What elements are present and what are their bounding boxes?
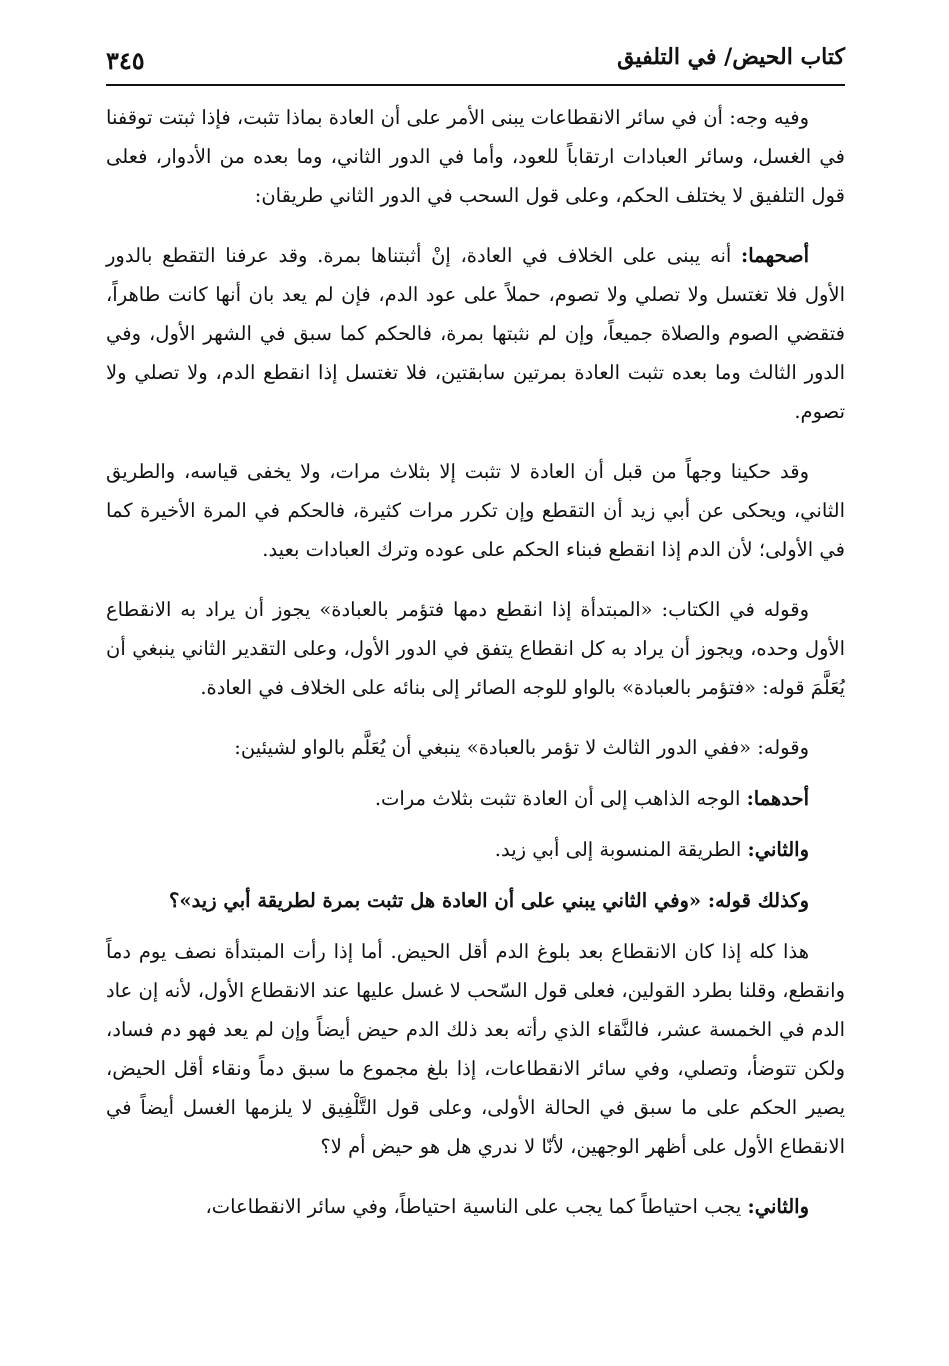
paragraph-text: وكذلك قوله: «وفي الثاني يبني على أن العادة هل تثبت بمرة لطريقة أبي زيد»؟ (169, 889, 809, 912)
paragraph-lead: والثاني: (747, 1195, 809, 1218)
paragraph-lead: والثاني: (747, 838, 809, 861)
paragraph-lead: أصحهما: (741, 244, 810, 267)
page-number: ٣٤٥ (106, 46, 145, 75)
paragraph-text: الوجه الذاهب إلى أن العادة تثبت بثلاث مرات. (374, 787, 741, 810)
paragraph-text: أنه يبنى على الخلاف في العادة، إنْ أثبتناها بمرة. وقد عرفنا التقطع بالدور الأول فلا تغتسل ولا تصلي ولا تصوم، حملاً على عود الدم، فإن لم يعد بان أنها كانت طاهراً، فتقضي الصوم والصلاة جميعاً، وإن لم نثبتها بمرة، فالحكم كما سبق في الشهر الأول، وفي الدور الثالث وما بعده تثبت العادة بمرتين سابقتين، فلا تغتسل إذا انقطع الدم، ولا تصلي ولا تصوم. (106, 244, 845, 423)
paragraph-text: الطريقة المنسوبة إلى أبي زيد. (494, 838, 742, 861)
paragraph (106, 881, 845, 920)
paragraph-lead: أحدهما: (746, 787, 809, 810)
paragraph (106, 236, 845, 431)
paragraph (106, 728, 845, 767)
paragraph (106, 830, 845, 869)
paragraph (106, 779, 845, 818)
page-header (106, 34, 845, 86)
paragraph (106, 590, 845, 707)
page-body (106, 98, 845, 1247)
running-title: كتاب الحيض/ في التلفيق (617, 44, 845, 70)
paragraph (106, 1187, 845, 1226)
paragraph-text: وقوله: «ففي الدور الثالث لا تؤمر بالعبادة» ينبغي أن يُعَلَّم بالواو لشيئين: (234, 736, 809, 759)
paragraph-text: وقوله في الكتاب: «المبتدأة إذا انقطع دمها فتؤمر بالعبادة» يجوز أن يراد به الانقطاع الأول وحده، ويجوز أن يراد به كل انقطاع يتفق في الدور الأول، وعلى التقدير الثاني ينبغي أن يُعَلَّمَ قوله: «فتؤمر بالعبادة» بالواو للوجه الصائر إلى بنائه على الخلاف في العادة. (106, 598, 845, 699)
paragraph-text: يجب احتياطاً كما يجب على الناسية احتياطاً، وفي سائر الانقطاعات، (205, 1195, 742, 1218)
paragraph (106, 452, 845, 569)
paragraph (106, 932, 845, 1166)
paragraph-text: هذا كله إذا كان الانقطاع بعد بلوغ الدم أقل الحيض. أما إذا رأت المبتدأة نصف يوم دماً وانقطع، وقلنا بطرد القولين، فعلى قول السّحب لا غسل عليها عند الانقطاع الأول، لأنه إن عاد الدم في الخمسة عشر، فالنَّقاء الذي رأته بعد ذلك الدم حيض أيضاً وإن لم يعد فهو دم فساد، ولكن تتوضأ، وتصلي، وفي سائر الانقطاعات، إذا بلغ مجموع ما سبق دماً ونقاء أقل الحيض، يصير الحكم على ما سبق في الحالة الأولى، وعلى قول التَّلْفِيق لا يلزمها الغسل أيضاً في الانقطاع الأول على أظهر الوجهين، لأنّا لا ندري هل هو حيض أم لا؟ (106, 940, 845, 1158)
paragraph-text: وفيه وجه: أن في سائر الانقطاعات يبنى الأمر على أن العادة بماذا تثبت، فإذا ثبتت توقفنا في الغسل، وسائر العبادات ارتقاباً للعود، وأما في الدور الثاني، وما بعده من الأدوار، فعلى قول التلفيق لا يختلف الحكم، وعلى قول السحب في الدور الثاني طريقان: (106, 106, 845, 207)
paragraph (106, 98, 845, 215)
paragraph-text: وقد حكينا وجهاً من قبل أن العادة لا تثبت إلا بثلاث مرات، ولا يخفى قياسه، والطريق الثاني، ويحكى عن أبي زيد أن التقطع وإن تكرر مرات كثيرة، فالحكم في المرة الأخيرة كما في الأولى؛ لأن الدم إذا انقطع فبناء الحكم على عوده وترك العبادات بعيد. (106, 460, 845, 561)
